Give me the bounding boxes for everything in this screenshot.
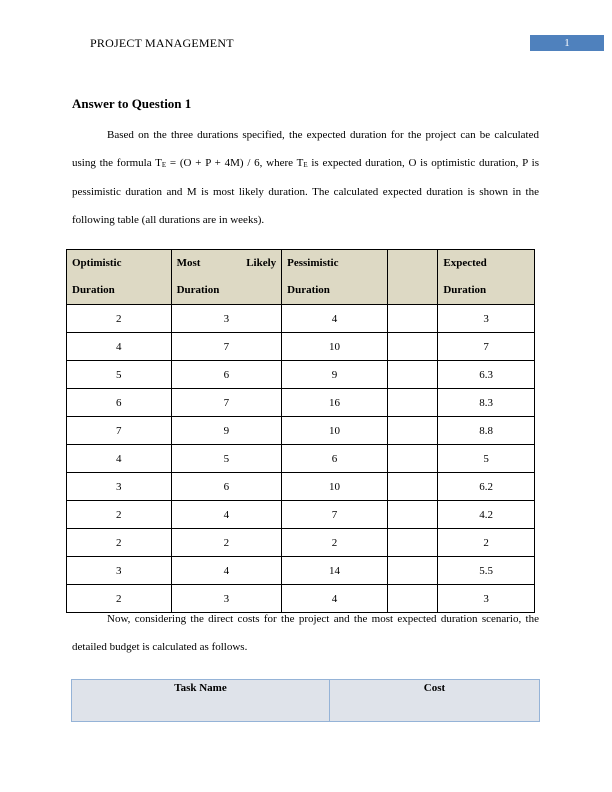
table-cell bbox=[387, 333, 438, 361]
budget-paragraph: Now, considering the direct costs for the project and the most expected duration scenario, the detailed budget is calculated as follows. bbox=[72, 613, 539, 653]
table-cell: 7 bbox=[171, 389, 282, 417]
table-cell bbox=[387, 445, 438, 473]
table-row bbox=[67, 361, 535, 389]
table-row bbox=[67, 333, 535, 361]
table-cell: 10 bbox=[282, 417, 388, 445]
table-row bbox=[67, 305, 535, 333]
duration-table bbox=[66, 249, 535, 613]
table-cell: 4 bbox=[67, 445, 172, 473]
table-cell: 2 bbox=[438, 529, 535, 557]
table-cell bbox=[387, 473, 438, 501]
duration-table-header-row bbox=[67, 250, 535, 305]
table-cell: 4 bbox=[67, 333, 172, 361]
table-cell: 5 bbox=[67, 361, 172, 389]
table-cell: 7 bbox=[438, 333, 535, 361]
table-cell: 10 bbox=[282, 473, 388, 501]
header-expected: Expected Duration bbox=[438, 250, 535, 305]
table-row bbox=[67, 417, 535, 445]
table-cell: 10 bbox=[282, 333, 388, 361]
table-row bbox=[67, 557, 535, 585]
table-cell: 8.3 bbox=[438, 389, 535, 417]
header-optimistic: Optimistic Duration bbox=[67, 250, 172, 305]
running-header: PROJECT MANAGEMENT bbox=[90, 36, 234, 50]
table-cell: 8.8 bbox=[438, 417, 535, 445]
header-blank bbox=[387, 250, 438, 305]
table-cell: 6.3 bbox=[438, 361, 535, 389]
table-cell bbox=[387, 417, 438, 445]
table-cell: 3 bbox=[67, 557, 172, 585]
table-cell: 4 bbox=[171, 501, 282, 529]
section-heading: Answer to Question 1 bbox=[72, 96, 192, 111]
cost-table bbox=[71, 679, 540, 722]
table-cell bbox=[387, 305, 438, 333]
table-cell: 5 bbox=[171, 445, 282, 473]
table-cell: 6.2 bbox=[438, 473, 535, 501]
table-cell bbox=[387, 389, 438, 417]
table-cell: 3 bbox=[438, 305, 535, 333]
table-cell: 2 bbox=[67, 501, 172, 529]
intro-paragraph: Based on the three durations specified, the expected duration for the project can be calculated using the formula $T_E = (O + P + 4M) / 6$, where $T_E$ is expected duration, O is optimistic duration, P is pessimistic duration and M is most likely duration. The calculated expected duration is shown in the following table (all durations are in weeks). bbox=[72, 129, 539, 226]
table-cell: 3 bbox=[67, 473, 172, 501]
table-cell bbox=[387, 557, 438, 585]
header-pessimistic: Pessimistic Duration bbox=[282, 250, 388, 305]
table-row bbox=[67, 445, 535, 473]
table-cell: 4 bbox=[171, 557, 282, 585]
table-cell: 7 bbox=[282, 501, 388, 529]
table-cell: 14 bbox=[282, 557, 388, 585]
table-cell bbox=[387, 529, 438, 557]
table-cell: 4.2 bbox=[438, 501, 535, 529]
table-cell: 2 bbox=[171, 529, 282, 557]
table-cell bbox=[387, 501, 438, 529]
table-row bbox=[67, 473, 535, 501]
table-cell: 4 bbox=[282, 305, 388, 333]
table-cell: 4 bbox=[282, 585, 388, 613]
header-most-likely: Most Likely Duration bbox=[171, 250, 282, 305]
page-number-badge: 1 bbox=[530, 35, 604, 51]
table-row bbox=[67, 389, 535, 417]
table-cell: 16 bbox=[282, 389, 388, 417]
table-cell: 3 bbox=[171, 585, 282, 613]
table-cell: 3 bbox=[171, 305, 282, 333]
table-cell: 9 bbox=[171, 417, 282, 445]
table-cell: 2 bbox=[282, 529, 388, 557]
table-cell: 6 bbox=[171, 361, 282, 389]
header-cost: Cost bbox=[330, 680, 540, 722]
table-row bbox=[67, 501, 535, 529]
table-cell: 6 bbox=[67, 389, 172, 417]
table-cell: 2 bbox=[67, 529, 172, 557]
table-cell: 7 bbox=[67, 417, 172, 445]
table-cell: 7 bbox=[171, 333, 282, 361]
table-cell: 3 bbox=[438, 585, 535, 613]
table-cell: 2 bbox=[67, 305, 172, 333]
table-cell bbox=[387, 361, 438, 389]
table-cell: 6 bbox=[282, 445, 388, 473]
cost-table-header-row bbox=[72, 680, 540, 722]
table-cell: 9 bbox=[282, 361, 388, 389]
table-cell: 5 bbox=[438, 445, 535, 473]
table-row bbox=[67, 529, 535, 557]
table-cell: 2 bbox=[67, 585, 172, 613]
table-cell: 6 bbox=[171, 473, 282, 501]
header-task-name: Task Name bbox=[72, 680, 330, 722]
table-cell: 5.5 bbox=[438, 557, 535, 585]
